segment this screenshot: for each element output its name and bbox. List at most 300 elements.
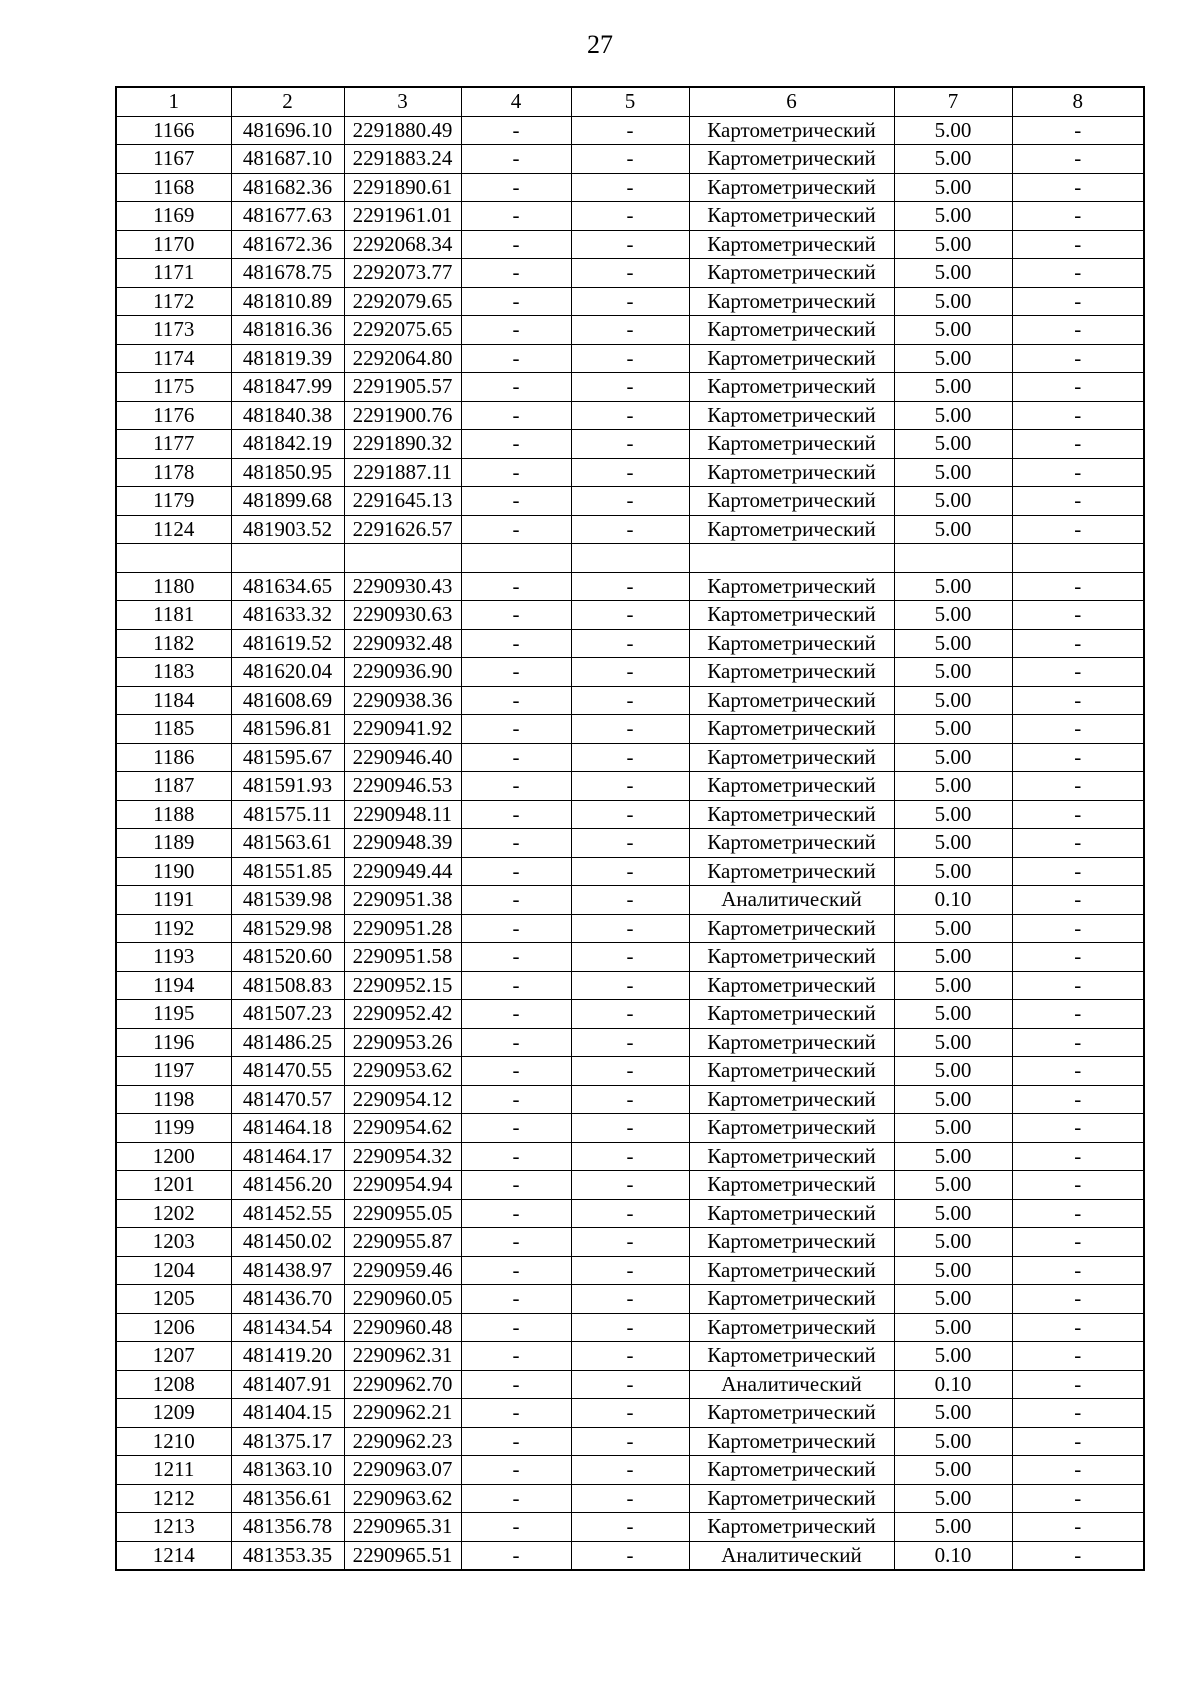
x-coordinate-cell: 481450.02 (231, 1228, 344, 1257)
method-cell: Картометрический (689, 1028, 894, 1057)
table-row (116, 1171, 1144, 1200)
col5-cell: - (571, 686, 689, 715)
col4-cell: - (461, 230, 571, 259)
y-coordinate-cell: 2290963.07 (344, 1456, 461, 1485)
accuracy-cell: 5.00 (894, 487, 1012, 516)
col5-cell: - (571, 1285, 689, 1314)
col5-cell: - (571, 487, 689, 516)
col5-cell: - (571, 1513, 689, 1542)
point-number-cell: 1176 (116, 401, 231, 430)
method-cell: Картометрический (689, 1228, 894, 1257)
header-cell: 7 (894, 87, 1012, 116)
accuracy-cell: 5.00 (894, 1399, 1012, 1428)
y-coordinate-cell: 2290955.87 (344, 1228, 461, 1257)
point-number-cell: 1202 (116, 1199, 231, 1228)
y-coordinate-cell: 2290952.15 (344, 971, 461, 1000)
method-cell: Картометрический (689, 943, 894, 972)
col4-cell: - (461, 1057, 571, 1086)
point-number-cell: 1207 (116, 1342, 231, 1371)
col8-cell: - (1012, 173, 1144, 202)
col5-cell: - (571, 658, 689, 687)
accuracy-cell: 5.00 (894, 572, 1012, 601)
method-cell: Картометрический (689, 1399, 894, 1428)
table-row (116, 1513, 1144, 1542)
table-row (116, 1199, 1144, 1228)
accuracy-cell: 5.00 (894, 914, 1012, 943)
y-coordinate-cell: 2290951.28 (344, 914, 461, 943)
method-cell: Аналитический (689, 886, 894, 915)
accuracy-cell: 0.10 (894, 886, 1012, 915)
method-cell: Картометрический (689, 1456, 894, 1485)
col8-cell: - (1012, 515, 1144, 544)
point-number-cell: 1208 (116, 1370, 231, 1399)
accuracy-cell: 5.00 (894, 1427, 1012, 1456)
table-row (116, 800, 1144, 829)
method-cell: Картометрический (689, 1085, 894, 1114)
point-number-cell: 1166 (116, 116, 231, 145)
col5-cell: - (571, 886, 689, 915)
col5-cell: - (571, 1342, 689, 1371)
col8-cell: - (1012, 145, 1144, 174)
table-row (116, 1057, 1144, 1086)
method-cell: Картометрический (689, 1427, 894, 1456)
point-number-cell: 1204 (116, 1256, 231, 1285)
col8-cell: - (1012, 829, 1144, 858)
method-cell: Картометрический (689, 1057, 894, 1086)
method-cell: Картометрический (689, 316, 894, 345)
point-number-cell: 1181 (116, 601, 231, 630)
method-cell: Картометрический (689, 202, 894, 231)
table-row (116, 1399, 1144, 1428)
point-number-cell: 1196 (116, 1028, 231, 1057)
accuracy-cell: 5.00 (894, 230, 1012, 259)
x-coordinate-cell: 481903.52 (231, 515, 344, 544)
accuracy-cell: 5.00 (894, 601, 1012, 630)
x-coordinate-cell: 481508.83 (231, 971, 344, 1000)
col8-cell: - (1012, 1342, 1144, 1371)
x-coordinate-cell: 481507.23 (231, 1000, 344, 1029)
y-coordinate-cell: 2290955.05 (344, 1199, 461, 1228)
method-cell: Картометрический (689, 857, 894, 886)
y-coordinate-cell: 2290965.51 (344, 1541, 461, 1570)
accuracy-cell: 0.10 (894, 1370, 1012, 1399)
point-number-cell: 1193 (116, 943, 231, 972)
col8-cell: - (1012, 487, 1144, 516)
y-coordinate-cell: 2290946.53 (344, 772, 461, 801)
table-row (116, 971, 1144, 1000)
col5-cell: - (571, 1456, 689, 1485)
point-number-cell: 1213 (116, 1513, 231, 1542)
x-coordinate-cell: 481591.93 (231, 772, 344, 801)
y-coordinate-cell: 2291890.32 (344, 430, 461, 459)
x-coordinate-cell (231, 544, 344, 573)
col5-cell: - (571, 344, 689, 373)
col4-cell: - (461, 1000, 571, 1029)
method-cell: Картометрический (689, 1000, 894, 1029)
col4-cell: - (461, 344, 571, 373)
y-coordinate-cell: 2291883.24 (344, 145, 461, 174)
x-coordinate-cell: 481847.99 (231, 373, 344, 402)
x-coordinate-cell: 481419.20 (231, 1342, 344, 1371)
method-cell: Картометрический (689, 1199, 894, 1228)
col8-cell: - (1012, 1427, 1144, 1456)
table-row (116, 1256, 1144, 1285)
y-coordinate-cell: 2290954.62 (344, 1114, 461, 1143)
y-coordinate-cell: 2290963.62 (344, 1484, 461, 1513)
x-coordinate-cell: 481687.10 (231, 145, 344, 174)
col5-cell: - (571, 401, 689, 430)
accuracy-cell: 5.00 (894, 1456, 1012, 1485)
point-number-cell: 1191 (116, 886, 231, 915)
table-row (116, 857, 1144, 886)
y-coordinate-cell: 2291900.76 (344, 401, 461, 430)
col5-cell: - (571, 1256, 689, 1285)
col4-cell: - (461, 572, 571, 601)
col5-cell: - (571, 145, 689, 174)
accuracy-cell: 5.00 (894, 1285, 1012, 1314)
col5-cell: - (571, 1313, 689, 1342)
y-coordinate-cell: 2291626.57 (344, 515, 461, 544)
col4-cell: - (461, 1114, 571, 1143)
col8-cell (1012, 544, 1144, 573)
accuracy-cell: 5.00 (894, 458, 1012, 487)
col8-cell: - (1012, 430, 1144, 459)
col4-cell: - (461, 715, 571, 744)
method-cell: Аналитический (689, 1370, 894, 1399)
y-coordinate-cell: 2290936.90 (344, 658, 461, 687)
col8-cell: - (1012, 1370, 1144, 1399)
point-number-cell: 1212 (116, 1484, 231, 1513)
col8-cell: - (1012, 202, 1144, 231)
x-coordinate-cell: 481842.19 (231, 430, 344, 459)
col4-cell: - (461, 800, 571, 829)
y-coordinate-cell: 2290946.40 (344, 743, 461, 772)
accuracy-cell: 5.00 (894, 287, 1012, 316)
table-body (116, 116, 1144, 1570)
table-row (116, 544, 1144, 573)
table-row (116, 145, 1144, 174)
method-cell: Картометрический (689, 230, 894, 259)
method-cell: Картометрический (689, 487, 894, 516)
point-number-cell: 1198 (116, 1085, 231, 1114)
x-coordinate-cell: 481608.69 (231, 686, 344, 715)
header-cell: 6 (689, 87, 894, 116)
col8-cell: - (1012, 1085, 1144, 1114)
table-row (116, 202, 1144, 231)
table-row (116, 401, 1144, 430)
col5-cell: - (571, 601, 689, 630)
accuracy-cell: 5.00 (894, 202, 1012, 231)
x-coordinate-cell: 481563.61 (231, 829, 344, 858)
col4-cell: - (461, 373, 571, 402)
col5-cell: - (571, 1427, 689, 1456)
col8-cell: - (1012, 572, 1144, 601)
col5-cell: - (571, 230, 689, 259)
y-coordinate-cell: 2290930.63 (344, 601, 461, 630)
col4-cell: - (461, 458, 571, 487)
x-coordinate-cell: 481596.81 (231, 715, 344, 744)
accuracy-cell: 5.00 (894, 430, 1012, 459)
col4-cell: - (461, 1541, 571, 1570)
col5-cell: - (571, 1085, 689, 1114)
accuracy-cell: 5.00 (894, 316, 1012, 345)
table-row (116, 1313, 1144, 1342)
x-coordinate-cell: 481678.75 (231, 259, 344, 288)
x-coordinate-cell: 481464.17 (231, 1142, 344, 1171)
point-number-cell: 1185 (116, 715, 231, 744)
table-row (116, 1285, 1144, 1314)
method-cell: Картометрический (689, 971, 894, 1000)
method-cell: Картометрический (689, 1484, 894, 1513)
col5-cell: - (571, 458, 689, 487)
col8-cell: - (1012, 971, 1144, 1000)
table-row (116, 173, 1144, 202)
table-row (116, 601, 1144, 630)
accuracy-cell: 5.00 (894, 1199, 1012, 1228)
x-coordinate-cell: 481456.20 (231, 1171, 344, 1200)
coordinates-table (115, 86, 1145, 1571)
accuracy-cell: 5.00 (894, 1142, 1012, 1171)
x-coordinate-cell: 481816.36 (231, 316, 344, 345)
point-number-cell: 1179 (116, 487, 231, 516)
col8-cell: - (1012, 344, 1144, 373)
col4-cell: - (461, 914, 571, 943)
method-cell: Картометрический (689, 401, 894, 430)
table-row (116, 1114, 1144, 1143)
col8-cell: - (1012, 1028, 1144, 1057)
accuracy-cell: 5.00 (894, 1114, 1012, 1143)
point-number-cell: 1188 (116, 800, 231, 829)
col4-cell: - (461, 1427, 571, 1456)
point-number-cell: 1184 (116, 686, 231, 715)
x-coordinate-cell: 481539.98 (231, 886, 344, 915)
col8-cell: - (1012, 116, 1144, 145)
method-cell: Картометрический (689, 515, 894, 544)
y-coordinate-cell: 2291887.11 (344, 458, 461, 487)
accuracy-cell: 5.00 (894, 1000, 1012, 1029)
col8-cell: - (1012, 1057, 1144, 1086)
table-row (116, 943, 1144, 972)
y-coordinate-cell: 2290962.23 (344, 1427, 461, 1456)
col5-cell: - (571, 629, 689, 658)
col8-cell: - (1012, 1484, 1144, 1513)
col4-cell: - (461, 829, 571, 858)
col4-cell: - (461, 1285, 571, 1314)
point-number-cell: 1124 (116, 515, 231, 544)
header-cell: 2 (231, 87, 344, 116)
y-coordinate-cell: 2292079.65 (344, 287, 461, 316)
col4-cell: - (461, 173, 571, 202)
accuracy-cell: 5.00 (894, 1313, 1012, 1342)
table-row (116, 1142, 1144, 1171)
accuracy-cell: 5.00 (894, 259, 1012, 288)
table-row (116, 458, 1144, 487)
point-number-cell: 1190 (116, 857, 231, 886)
method-cell: Картометрический (689, 601, 894, 630)
point-number-cell: 1177 (116, 430, 231, 459)
y-coordinate-cell: 2291645.13 (344, 487, 461, 516)
col8-cell: - (1012, 1256, 1144, 1285)
y-coordinate-cell: 2291890.61 (344, 173, 461, 202)
y-coordinate-cell: 2291961.01 (344, 202, 461, 231)
y-coordinate-cell: 2290948.11 (344, 800, 461, 829)
point-number-cell: 1187 (116, 772, 231, 801)
x-coordinate-cell: 481452.55 (231, 1199, 344, 1228)
x-coordinate-cell: 481633.32 (231, 601, 344, 630)
col5-cell: - (571, 259, 689, 288)
accuracy-cell: 5.00 (894, 1342, 1012, 1371)
col4-cell: - (461, 1484, 571, 1513)
method-cell: Картометрический (689, 1256, 894, 1285)
table-row (116, 1484, 1144, 1513)
col4-cell: - (461, 1399, 571, 1428)
y-coordinate-cell: 2290932.48 (344, 629, 461, 658)
point-number-cell: 1200 (116, 1142, 231, 1171)
col5-cell (571, 544, 689, 573)
table-row (116, 287, 1144, 316)
col4-cell: - (461, 686, 571, 715)
table-row (116, 259, 1144, 288)
method-cell: Картометрический (689, 686, 894, 715)
method-cell: Картометрический (689, 287, 894, 316)
header-cell: 8 (1012, 87, 1144, 116)
col5-cell: - (571, 1399, 689, 1428)
col5-cell: - (571, 1541, 689, 1570)
table-row (116, 629, 1144, 658)
x-coordinate-cell: 481810.89 (231, 287, 344, 316)
accuracy-cell: 5.00 (894, 1171, 1012, 1200)
y-coordinate-cell: 2290938.36 (344, 686, 461, 715)
col5-cell: - (571, 1057, 689, 1086)
col5-cell: - (571, 772, 689, 801)
col8-cell: - (1012, 943, 1144, 972)
col4-cell: - (461, 886, 571, 915)
table-row (116, 658, 1144, 687)
col8-cell: - (1012, 914, 1144, 943)
point-number-cell: 1180 (116, 572, 231, 601)
point-number-cell: 1171 (116, 259, 231, 288)
col8-cell: - (1012, 1199, 1144, 1228)
col4-cell: - (461, 857, 571, 886)
point-number-cell: 1168 (116, 173, 231, 202)
x-coordinate-cell: 481470.55 (231, 1057, 344, 1086)
y-coordinate-cell: 2290962.31 (344, 1342, 461, 1371)
header-cell: 1 (116, 87, 231, 116)
col8-cell: - (1012, 1142, 1144, 1171)
col5-cell: - (571, 116, 689, 145)
col8-cell: - (1012, 458, 1144, 487)
table-header (116, 87, 1144, 116)
table-row (116, 1085, 1144, 1114)
col4-cell: - (461, 1342, 571, 1371)
accuracy-cell: 5.00 (894, 686, 1012, 715)
accuracy-cell: 5.00 (894, 1256, 1012, 1285)
point-number-cell: 1211 (116, 1456, 231, 1485)
method-cell: Картометрический (689, 572, 894, 601)
point-number-cell: 1194 (116, 971, 231, 1000)
y-coordinate-cell: 2292064.80 (344, 344, 461, 373)
y-coordinate-cell: 2290959.46 (344, 1256, 461, 1285)
x-coordinate-cell: 481356.61 (231, 1484, 344, 1513)
x-coordinate-cell: 481407.91 (231, 1370, 344, 1399)
col5-cell: - (571, 1171, 689, 1200)
table-row (116, 116, 1144, 145)
point-number-cell: 1170 (116, 230, 231, 259)
method-cell: Картометрический (689, 458, 894, 487)
method-cell: Картометрический (689, 1142, 894, 1171)
table-row (116, 829, 1144, 858)
point-number-cell: 1174 (116, 344, 231, 373)
y-coordinate-cell: 2290949.44 (344, 857, 461, 886)
col4-cell: - (461, 1228, 571, 1257)
col4-cell: - (461, 743, 571, 772)
x-coordinate-cell: 481899.68 (231, 487, 344, 516)
method-cell: Картометрический (689, 1171, 894, 1200)
accuracy-cell: 5.00 (894, 1057, 1012, 1086)
col4-cell: - (461, 1370, 571, 1399)
col4-cell: - (461, 772, 571, 801)
col8-cell: - (1012, 772, 1144, 801)
table-row (116, 914, 1144, 943)
x-coordinate-cell: 481356.78 (231, 1513, 344, 1542)
col5-cell: - (571, 829, 689, 858)
accuracy-cell: 5.00 (894, 857, 1012, 886)
x-coordinate-cell: 481529.98 (231, 914, 344, 943)
point-number-cell: 1192 (116, 914, 231, 943)
accuracy-cell: 5.00 (894, 715, 1012, 744)
method-cell: Картометрический (689, 658, 894, 687)
y-coordinate-cell: 2290954.32 (344, 1142, 461, 1171)
col8-cell: - (1012, 401, 1144, 430)
table-row (116, 1456, 1144, 1485)
method-cell: Аналитический (689, 1541, 894, 1570)
point-number-cell: 1175 (116, 373, 231, 402)
col5-cell: - (571, 914, 689, 943)
x-coordinate-cell: 481464.18 (231, 1114, 344, 1143)
table-row (116, 316, 1144, 345)
y-coordinate-cell: 2292073.77 (344, 259, 461, 288)
col5-cell: - (571, 1199, 689, 1228)
point-number-cell: 1173 (116, 316, 231, 345)
accuracy-cell: 5.00 (894, 1085, 1012, 1114)
method-cell: Картометрический (689, 715, 894, 744)
x-coordinate-cell: 481404.15 (231, 1399, 344, 1428)
col5-cell: - (571, 173, 689, 202)
table-row (116, 715, 1144, 744)
accuracy-cell: 5.00 (894, 116, 1012, 145)
accuracy-cell (894, 544, 1012, 573)
x-coordinate-cell: 481677.63 (231, 202, 344, 231)
col8-cell: - (1012, 686, 1144, 715)
col5-cell: - (571, 316, 689, 345)
x-coordinate-cell: 481434.54 (231, 1313, 344, 1342)
y-coordinate-cell: 2290965.31 (344, 1513, 461, 1542)
table-row (116, 686, 1144, 715)
accuracy-cell: 5.00 (894, 743, 1012, 772)
accuracy-cell: 5.00 (894, 145, 1012, 174)
y-coordinate-cell: 2290951.58 (344, 943, 461, 972)
table-row (116, 1228, 1144, 1257)
col4-cell: - (461, 515, 571, 544)
method-cell: Картометрический (689, 173, 894, 202)
col5-cell: - (571, 1114, 689, 1143)
y-coordinate-cell: 2290952.42 (344, 1000, 461, 1029)
col5-cell: - (571, 1370, 689, 1399)
table-row (116, 430, 1144, 459)
col4-cell: - (461, 1028, 571, 1057)
col4-cell: - (461, 287, 571, 316)
accuracy-cell: 5.00 (894, 401, 1012, 430)
